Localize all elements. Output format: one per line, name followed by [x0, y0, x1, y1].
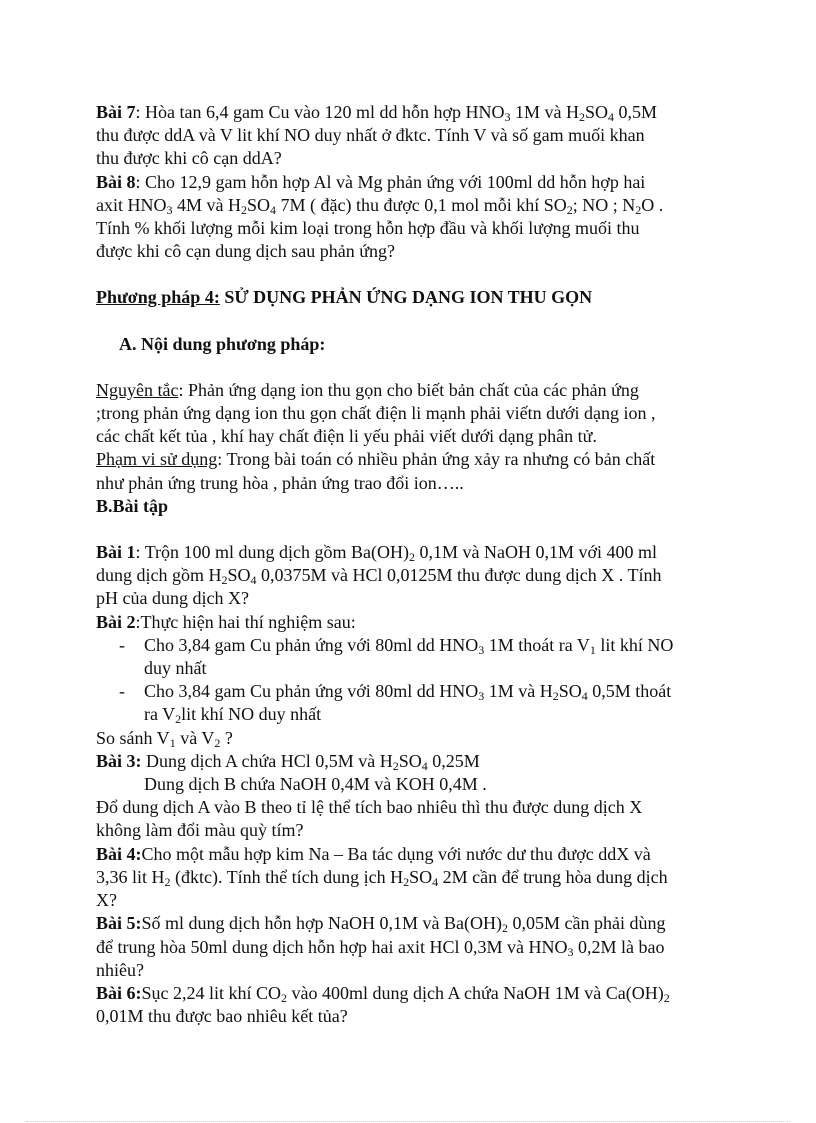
bai6-line-2: 0,01M thu được bao nhiêu kết tủa?	[96, 1006, 348, 1027]
nguyen-tac-line-2: ;trong phản ứng dạng ion thu gọn chất điện li mạnh phải viếtn dưới dạng ion ,	[96, 403, 656, 424]
bai1-text: 0,1M và NaOH 0,1M với 400 ml	[415, 542, 658, 563]
sub-2: 2	[579, 110, 585, 124]
sub-2: 2	[221, 573, 228, 588]
bai1-label: Bài 1	[96, 542, 136, 563]
document-page	[96, 101, 706, 1028]
bai4-text: (đktc). Tính thể tích dung ịch H	[170, 866, 404, 887]
section-a-heading: A. Nội dung phương pháp:	[119, 333, 326, 354]
bai2-text: lit khí NO	[595, 634, 674, 655]
bai2-text: ra V	[144, 704, 176, 725]
nguyen-tac-label: Nguyên tắc	[96, 379, 179, 400]
bai1-line-2	[96, 564, 706, 587]
bai7-text: SO	[585, 102, 609, 122]
bai2-text: và V	[175, 727, 215, 748]
bai8-text: ; NO ; N	[572, 194, 636, 215]
dash-bullet: -	[119, 634, 125, 655]
sub-2: 2	[635, 202, 642, 217]
bai7-label: Bài 7	[96, 102, 136, 122]
spacer	[96, 356, 706, 379]
spacer	[96, 263, 706, 286]
bai1-line-1	[96, 541, 706, 564]
bai8-text: 4M và H	[172, 194, 241, 215]
sub-2: 2	[663, 990, 670, 1005]
dash-bullet: -	[119, 681, 125, 702]
pham-vi-label: Phạm vi sử dụng	[96, 449, 218, 470]
bai1-text: : Trộn 100 ml dung dịch gồm Ba(OH)	[135, 542, 410, 563]
spacer	[96, 310, 706, 333]
nguyen-tac-text: : Phản ứng dạng ion thu gọn cho biết bản chất của các phản ứng	[178, 379, 639, 400]
bai4-line-3: X?	[96, 890, 117, 911]
bai8-text: axit HNO	[96, 194, 167, 215]
bai1-text: 0,0375M và HCl 0,0125M thu được dung dịch X . Tính	[256, 565, 662, 586]
bai5-line-1	[96, 912, 706, 935]
page-bottom-divider	[26, 1121, 790, 1122]
bai3-text: 0,25M	[427, 750, 480, 771]
bai6-text: vào 400ml dung dịch A chứa NaOH 1M và Ca(OH)	[287, 982, 664, 1003]
sub-2: 2	[241, 202, 247, 217]
bai7-text: : Hòa tan 6,4 gam Cu vào 120 ml dd hỗn hợp HNO	[135, 102, 505, 122]
sub-2: 2	[552, 689, 559, 704]
bai3-line-3: Đổ dung dịch A vào B theo tỉ lệ thể tích bao nhiêu thì thu được dung dịch X	[96, 797, 643, 818]
method-label: Phương pháp 4:	[96, 287, 220, 308]
bai2-text: SO	[558, 681, 582, 702]
nguyen-tac-line-1	[96, 379, 706, 402]
bai5-line-2	[96, 936, 706, 959]
bai5-label: Bài 5:	[96, 913, 142, 934]
bai2-text: ?	[220, 727, 233, 748]
bai4-text: 3,36 lit H	[96, 866, 165, 887]
sub-1: 1	[589, 642, 596, 657]
bai8-text: SO	[247, 194, 271, 215]
pham-vi-line-2: như phản ứng trung hòa , phản ứng trao đổi ion…..	[96, 472, 464, 493]
bai5-text: 0,05M cần phải dùng	[508, 913, 666, 934]
bai6-line-1	[96, 982, 706, 1005]
sub-3: 3	[478, 642, 485, 657]
bai3-line-2: Dung dịch B chứa NaOH 0,4M và KOH 0,4M .	[144, 774, 487, 795]
bai2-experiment-1-cont: duy nhất	[144, 658, 207, 679]
bai4-line-1	[96, 843, 706, 866]
sub-3: 3	[166, 202, 173, 217]
bai2-experiment-2	[96, 680, 706, 703]
bai5-text: 0,2M là bao	[573, 936, 665, 957]
bai7-line-3: thu được khi cô cạn ddA?	[96, 148, 282, 169]
section-b-heading: B.Bài tập	[96, 495, 169, 516]
sub-2: 2	[214, 735, 221, 750]
bai2-line-1	[96, 611, 706, 634]
pham-vi-text: : Trong bài toán có nhiều phản ứng xảy ra nhưng có bản chất	[217, 449, 656, 470]
nguyen-tac-line-3: các chất kết tủa , khí hay chất điện li yếu phải viết dưới dạng phân tử.	[96, 426, 597, 447]
method-title: SỬ DỤNG PHẢN ỨNG DẠNG ION THU GỌN	[219, 287, 593, 308]
sub-4: 4	[270, 202, 277, 217]
bai2-text: 0,5M thoát	[587, 681, 672, 702]
sub-2: 2	[502, 921, 508, 936]
bai2-experiment-1	[96, 634, 706, 657]
sub-3: 3	[504, 110, 511, 124]
bai2-text: Cho 3,84 gam Cu phản ứng với 80ml dd HNO	[144, 634, 479, 655]
bai8-line-3: Tính % khối lượng mỗi kim loại trong hỗn hợp đầu và khối lượng muối thu	[96, 218, 640, 239]
bai2-text: lit khí NO duy nhất	[181, 704, 322, 725]
sub-3: 3	[478, 689, 485, 704]
sub-2: 2	[403, 874, 410, 889]
bai8-line-4: được khi cô cạn dung dịch sau phản ứng?	[96, 241, 395, 262]
sub-4: 4	[581, 689, 588, 704]
sub-4: 4	[421, 758, 428, 773]
bai1-text: SO	[227, 565, 251, 586]
bai3-text: Dung dịch A chứa HCl 0,5M và H	[141, 750, 393, 771]
bai2-text: Cho 3,84 gam Cu phản ứng với 80ml dd HNO	[144, 681, 479, 702]
bai7-text: 0,5M	[614, 102, 658, 122]
sub-4: 4	[432, 874, 439, 889]
bai2-label: Bài 2	[96, 611, 136, 632]
bai8-line-1	[96, 171, 706, 194]
bai7-line-2: thu được ddA và V lit khí NO duy nhất ở đktc. Tính V và số gam muối khan	[96, 125, 645, 146]
bai8-text: : Cho 12,9 gam hỗn hợp Al và Mg phản ứng với 100ml dd hỗn hợp hai	[135, 171, 646, 192]
sub-2: 2	[164, 874, 171, 889]
bai1-line-3: pH của dung dịch X?	[96, 588, 249, 609]
sub-2: 2	[409, 550, 416, 565]
sub-1: 1	[169, 735, 176, 750]
bai8-text: O .	[641, 194, 664, 215]
sub-2: 2	[566, 202, 573, 217]
bai2-text: 1M và H	[484, 681, 553, 702]
sub-4: 4	[250, 573, 257, 588]
bai2-text: So sánh V	[96, 727, 170, 748]
pham-vi-line-1	[96, 448, 706, 471]
bai8-line-2	[96, 194, 706, 217]
bai2-text: 1M thoát ra V	[484, 634, 590, 655]
spacer	[96, 518, 706, 541]
bai5-line-3: nhiêu?	[96, 959, 144, 980]
bai2-experiment-2-cont	[96, 703, 706, 726]
bai8-label: Bài 8	[96, 171, 136, 192]
bai4-label: Bài 4:	[96, 843, 142, 864]
sub-2: 2	[175, 712, 182, 727]
bai5-text: để trung hòa 50ml dung dịch hỗn hợp hai axit HCl 0,3M và HNO	[96, 936, 568, 957]
bai4-text: 2M cần để trung hòa dung dịch	[438, 866, 668, 887]
bai7-line-1	[96, 101, 706, 124]
bai4-text: SO	[409, 866, 433, 887]
bai6-label: Bài 6:	[96, 982, 142, 1003]
bai2-compare	[96, 727, 706, 750]
bai4-line-2	[96, 866, 706, 889]
bai8-text: 7M ( đặc) thu được 0,1 mol mỗi khí SO	[276, 194, 567, 215]
bai3-text: SO	[398, 750, 422, 771]
sub-3: 3	[567, 944, 574, 959]
bai1-text: dung dịch gồm H	[96, 565, 222, 586]
sub-2: 2	[392, 758, 399, 773]
bai7-text: 1M và H	[510, 102, 579, 122]
bai4-text: Cho một mẫu hợp kim Na – Ba tác dụng với nước dư thu được ddX và	[141, 843, 651, 864]
bai3-line-4: không làm đổi màu quỳ tím?	[96, 820, 304, 841]
bai6-text: Sục 2,24 lit khí CO	[141, 982, 282, 1003]
bai3-line-1	[96, 750, 706, 773]
bai3-label: Bài 3:	[96, 750, 142, 771]
method-heading	[96, 286, 706, 309]
bai2-text: :Thực hiện hai thí nghiệm sau:	[135, 611, 356, 632]
bai5-text: Số ml dung dịch hỗn hợp NaOH 0,1M và Ba(OH)	[141, 913, 502, 934]
sub-2: 2	[281, 990, 288, 1005]
sub-4: 4	[608, 110, 615, 124]
